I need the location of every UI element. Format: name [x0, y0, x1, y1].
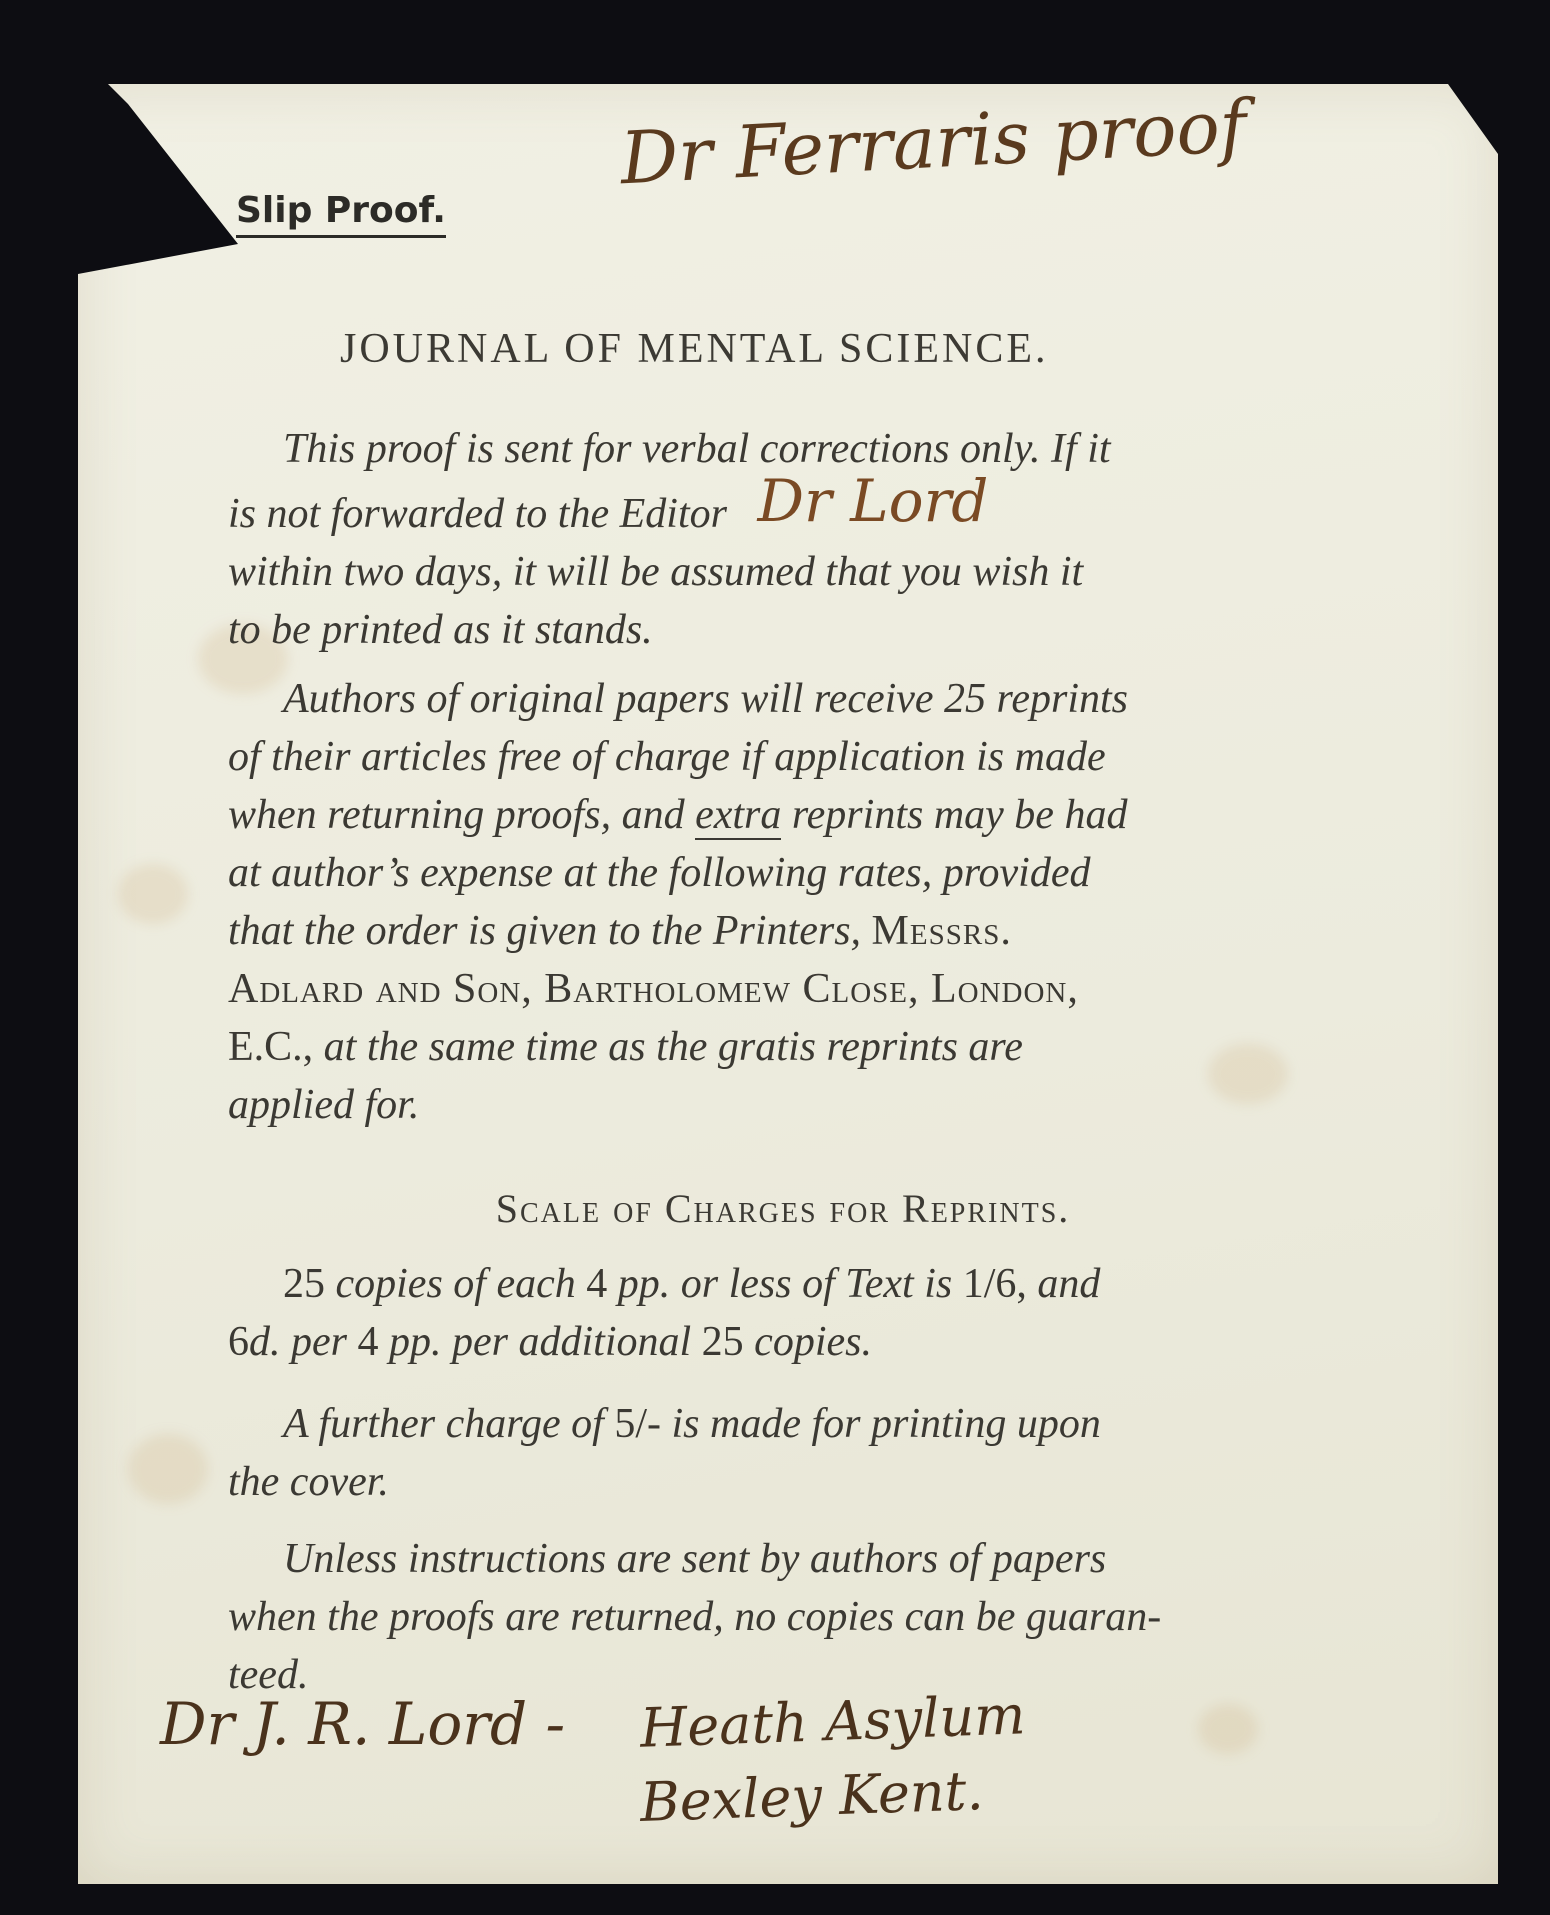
printer-address: Adlard and Son, Bartholomew Close, London, [228, 966, 1079, 1012]
intro-line: within two days, it will be assumed that you wish it [228, 549, 1084, 595]
cover-text: is made for printing upon [660, 1401, 1101, 1447]
charges-num: 6 [228, 1319, 249, 1365]
unless-line: when the proofs are returned, no copies can be guaran- [228, 1594, 1162, 1640]
cover-text: A further charge of [283, 1401, 615, 1447]
charges-text: copies of each [325, 1261, 587, 1307]
signature-place-line1: Heath Asylum [639, 1683, 1027, 1760]
reprints-text: reprints may be had [781, 792, 1128, 838]
signature-place-line2: Bexley Kent. [639, 1759, 985, 1834]
intro-line-text: is not forwarded to the Editor [228, 491, 727, 537]
unless-paragraph [228, 1530, 1338, 1704]
cover-line [228, 1395, 1338, 1453]
signature-name: Dr J. R. Lord - [160, 1690, 566, 1758]
reprints-line [228, 786, 1338, 844]
reprints-line [228, 1018, 1338, 1076]
charges-num: 4 [357, 1319, 379, 1365]
reprints-line: at author’s expense at the following rates, provided [228, 850, 1091, 896]
reprints-paragraph [228, 670, 1338, 1134]
reprints-text: that the order is given to the Printers, [228, 908, 872, 954]
editor-handwritten: Dr Lord [757, 467, 989, 535]
intro-line: This proof is sent for verbal corrections only. If it [283, 426, 1111, 472]
unless-line: Unless instructions are sent by authors of papers [283, 1536, 1107, 1582]
ec-abbrev: E.C., [228, 1024, 314, 1070]
charges-text: pp. per additional [378, 1319, 702, 1365]
reprints-line: of their articles free of charge if application is made [228, 734, 1106, 780]
journal-title: JOURNAL OF MENTAL SCIENCE. [340, 326, 1049, 372]
reprints-text: when returning proofs, and [228, 792, 696, 838]
intro-paragraph [228, 420, 1338, 659]
intro-line [228, 467, 1338, 543]
charges-num: 4 [586, 1261, 608, 1307]
scale-title: Scale of Charges for Reprints. [495, 1186, 1071, 1231]
charges-num: 1/6, [962, 1261, 1027, 1307]
charges-text: d. per [249, 1319, 358, 1365]
charges-num: 25 [701, 1319, 744, 1365]
charges-paragraph [228, 1255, 1338, 1371]
reprints-line: applied for. [228, 1082, 420, 1128]
charges-line [228, 1255, 1338, 1313]
charges-line [228, 1313, 1338, 1371]
reprints-line [228, 902, 1338, 960]
charges-text: pp. or less of Text is [607, 1261, 963, 1307]
handwritten-title: Dr Ferraris proof [618, 83, 1249, 201]
charges-text: and [1026, 1261, 1101, 1307]
reprints-line: Authors of original papers will receive 25 reprints [283, 676, 1129, 722]
messrs: Messrs. [871, 908, 1012, 954]
unless-line: teed. [228, 1652, 309, 1698]
reprints-text: at the same time as the gratis reprints are [313, 1024, 1023, 1070]
cover-paragraph [228, 1395, 1338, 1511]
stain [1198, 1704, 1258, 1754]
extra-word: extra [695, 792, 782, 838]
cover-price: 5/- [614, 1401, 661, 1447]
charges-num: 25 [283, 1261, 325, 1307]
cover-line: the cover. [228, 1459, 389, 1505]
stain [118, 864, 188, 924]
stain [128, 1434, 208, 1504]
intro-line: to be printed as it stands. [228, 607, 653, 653]
slip-proof-label: Slip Proof. [236, 190, 446, 238]
charges-text: copies. [743, 1319, 872, 1365]
